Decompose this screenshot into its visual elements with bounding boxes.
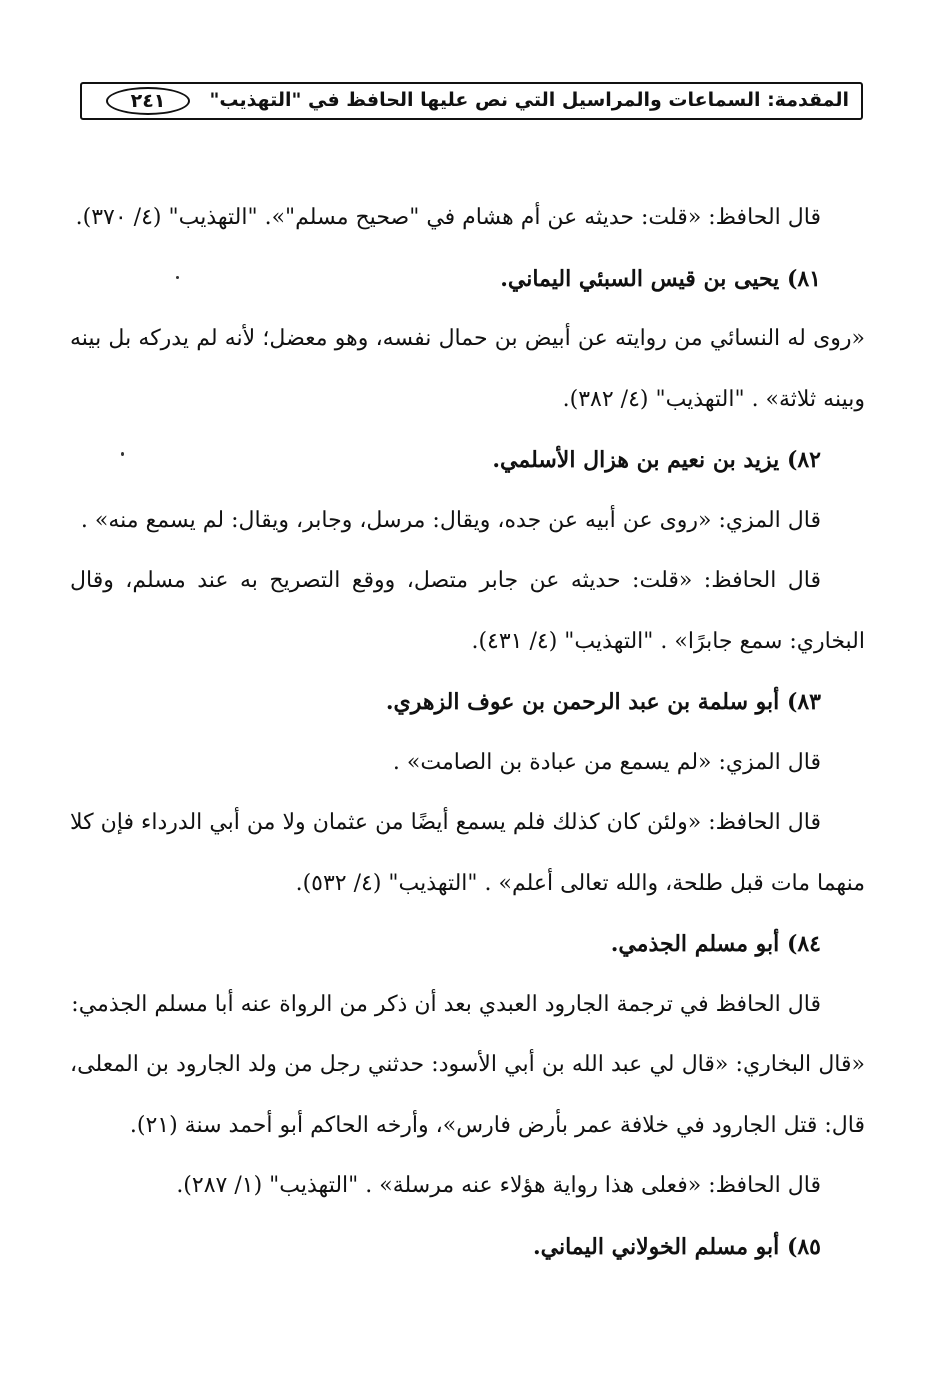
paragraph: قال المزي: «لم يسمع من عبادة بن الصامت» . (392, 749, 821, 775)
entry-heading: ٨٤) أبو مسلم الجذمي. (610, 931, 821, 957)
paragraph: قال المزي: «روى عن أبيه عن جده، ويقال: مرسل، وجابر، ويقال: لم يسمع منه» . (80, 507, 821, 533)
paragraph: قال الحافظ في ترجمة الجارود العبدي بعد أن ذكر من الرواة عنه أبا مسلم الجذمي: (71, 991, 821, 1017)
paragraph: قال الحافظ: «ولئن كان كذلك فلم يسمع أيضًا من عثمان ولا من أبي الدرداء فإن كلا منهما مات قبل طلحة، والله تعالى أعلم» . "التهذيب" (٤/ ٥٣٢). (70, 810, 865, 896)
page-number: ٢٤١ (106, 87, 190, 115)
entry-heading: ٨٢) يزيد بن نعيم بن هزال الأسلمي. (492, 447, 821, 473)
scan-speck (176, 276, 179, 279)
paragraph: «قال البخاري: «قال لي عبد الله بن أبي الأسود: حدثني رجل من ولد الجارود بن المعلى، قال: قتل الجارود في خلافة عمر بأرض فارس»، وأرخه الحاكم أبو أحمد سنة (٢١). (70, 1052, 865, 1138)
running-header (80, 82, 863, 120)
scan-speck (121, 452, 124, 456)
paragraph: «روى له النسائي من روايته عن أبيض بن حمال نفسه، وهو معضل؛ لأنه لم يدركه بل بينه وبينه ثلاثة» . "التهذيب" (٤/ ٣٨٢). (70, 326, 865, 412)
header-title: المقدمة: السماعات والمراسيل التي نص عليها الحافظ في "التهذيب" (209, 89, 849, 111)
entry-heading: ٨١) يحيى بن قيس السبئي اليماني. (500, 265, 821, 292)
paragraph: قال الحافظ: «فعلى هذا رواية هؤلاء عنه مرسلة» . "التهذيب" (١/ ٢٨٧). (176, 1173, 821, 1198)
paragraph: قال الحافظ: «قلت: حديثه عن جابر متصل، ووقع التصريح به عند مسلم، وقال البخاري: سمع جابرًا» . "التهذيب" (٤/ ٤٣١). (70, 568, 865, 654)
page-body (70, 188, 865, 1277)
paragraph: قال الحافظ: «قلت: حديثه عن أم هشام في "صحيح مسلم"». "التهذيب" (٤/ ٣٧٠). (75, 205, 821, 230)
entry-heading: ٨٣) أبو سلمة بن عبد الرحمن بن عوف الزهري. (385, 689, 821, 715)
entry-heading: ٨٥) أبو مسلم الخولاني اليماني. (532, 1233, 821, 1260)
